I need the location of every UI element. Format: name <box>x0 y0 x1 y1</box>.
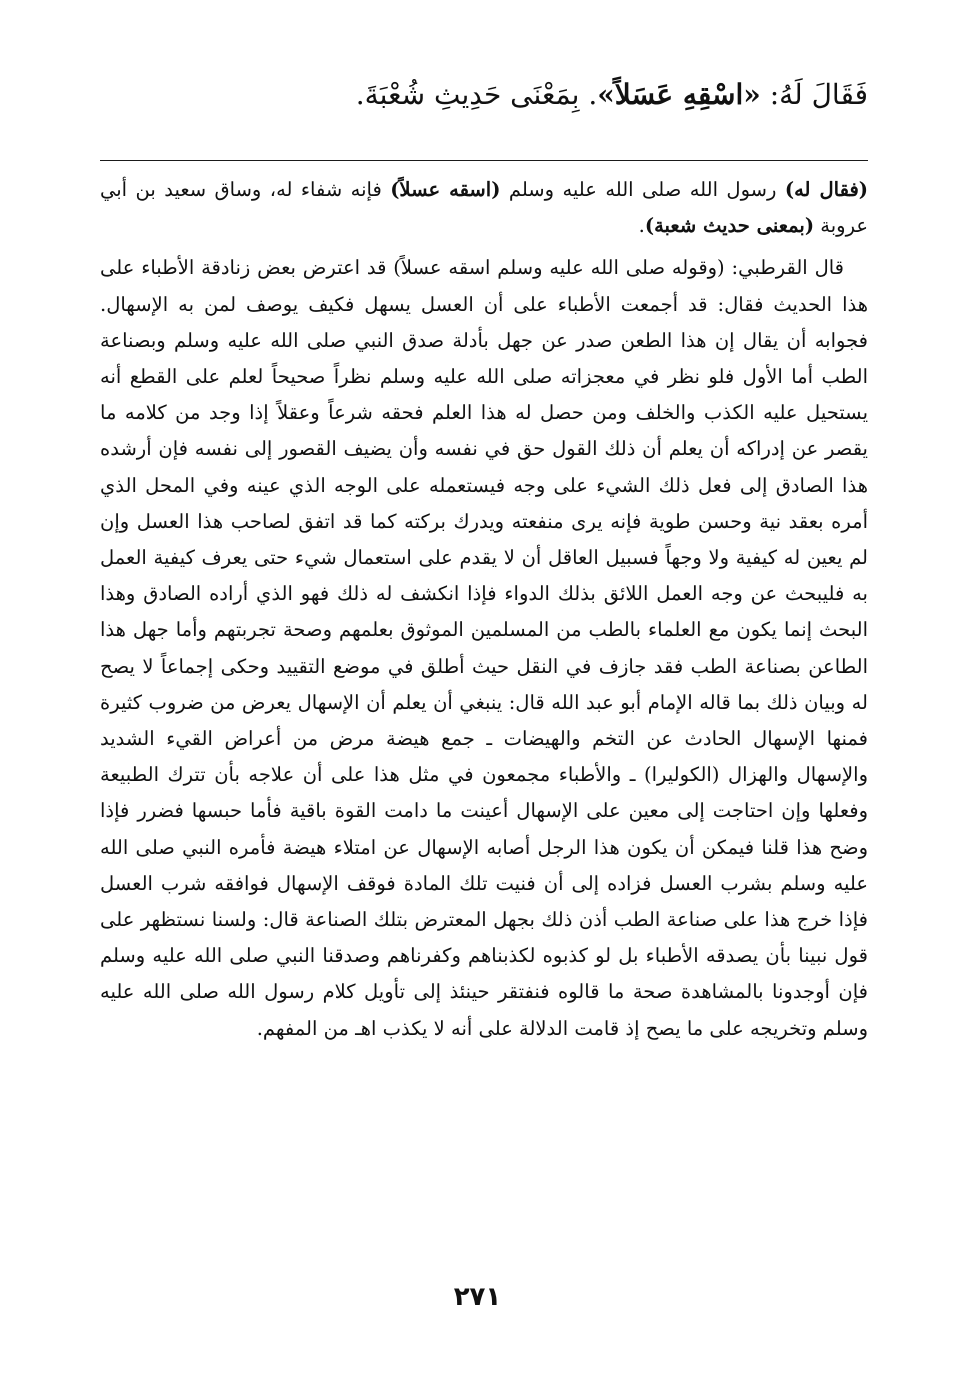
hadith-rest: . بِمَعْنَى حَدِيثِ شُعْبَةَ. <box>355 78 598 111</box>
hadith-lead: فَقَالَ لَهُ: <box>760 78 868 111</box>
commentary-p1-text-1: رسول الله صلى الله عليه وسلم <box>500 178 785 201</box>
page-number: ٢٧١ <box>453 1282 502 1312</box>
separator-rule <box>100 160 868 161</box>
hadith-line <box>100 70 868 120</box>
hadith-quote: «اسْقِهِ عَسَلاً» <box>597 78 761 111</box>
commentary-paragraph-1 <box>100 172 868 244</box>
commentary-block <box>100 172 868 1047</box>
hadith-text-block <box>100 70 868 120</box>
commentary-p1-bold-1: (فقال له) <box>784 178 869 201</box>
commentary-p1-bold-2: (اسقه عسلاً) <box>390 178 501 201</box>
commentary-p1-bold-3: (بمعنى حديث شعبة) <box>644 214 815 238</box>
commentary-p1-text-2: فإنه شفاء له، وساق سعيد بن أبي عروبة <box>100 178 868 238</box>
commentary-paragraph-2: قال القرطبي: (وقوله صلى الله عليه وسلم اسقه عسلاً) قد اعترض بعض زنادقة الأطباء على هذا الحديث فقال: قد أجمعت الأطباء على أن العسل يسهل فكيف يوصف لمن به الإسهال. فجوابه أن يقال إن هذا الطعن صدر عن جهل بأدلة صدق النبي صلى الله عليه وسلم وبصناعة الطب أما الأول فلو نظر في معجزاته صلى الله عليه وسلم نظراً صحيحاً لعلم على القطع أنه يستحيل عليه الكذب والخلف ومن حصل له هذا العلم فحقه شرعاً وعقلاً إذا وجد من كلامه ما يقصر عن إدراكه أن يعلم أن ذلك القول حق في نفسه وأن يضيف القصور إلى نفسه فإن أرشده هذا الصادق إلى فعل ذلك الشيء على وجه فيستعمله على الوجه الذي عينه وفي المحل الذي أمره بعقد نية وحسن طوية فإنه يرى منفعته ويدرك بركته كما قد اتفق لصاحب هذا العسل وإن لم يعين له كيفية ولا وجهاً فسبيل العاقل أن لا يقدم على استعمال شيء حتى يعرف كيفية العمل به فليبحث عن وجه العمل اللائق بذلك الدواء فإذا انكشف له ذلك فهو الذي أراده الصادق وهذا البحث إنما يكون مع العلماء بالطب من المسلمين الموثوق بعلمهم وصحة تجربتهم وأما جهل هذا الطاعن بصناعة الطب فقد جازف في النقل حيث أطلق في موضع التقييد وحكى إجماعاً لا يصح له وبيان ذلك بما قاله الإمام أبو عبد الله قال: ينبغي أن يعلم أن الإسهال يعرض من ضروب كثيرة فمنها الإسهال الحادث عن التخم والهيضات ـ جمع هيضة مرض من أعراض القيء الشديد والإسهال والهزال (الكوليرا) ـ والأطباء مجمعون في مثل هذا على أن علاجه بأن تترك الطبيعة وفعلها وإن احتاجت إلى معين على الإسهال أعينت ما دامت القوة باقية فأما حبسها فضرر فإذا وضح هذا قلنا فيمكن أن يكون هذا الرجل أصابه الإسهال عن امتلاء هيضة فأمره النبي صلى الله عليه وسلم بشرب العسل فزاده إلى أن فنيت تلك المادة فوقف الإسهال فوافقه شرب العسل فإذا خرج هذا على صناعة الطب أذن ذلك بجهل المعترض بتلك الصناعة قال: ولسنا نستظهر على قول نبينا بأن يصدقه الأطباء بل لو كذبوه لكذبناهم وكفرناهم وصدقنا النبي صلى الله عليه وسلم فإن أوجدونا بالمشاهدة صحة ما قالوه فنفتقر حينئذ إلى تأويل كلام رسول الله صلى الله عليه وسلم وتخريجه على ما يصح إذ قامت الدلالة على أنه لا يكذب اهـ من المفهم. <box>100 256 868 1040</box>
commentary-p1-text-3: . <box>638 214 645 238</box>
